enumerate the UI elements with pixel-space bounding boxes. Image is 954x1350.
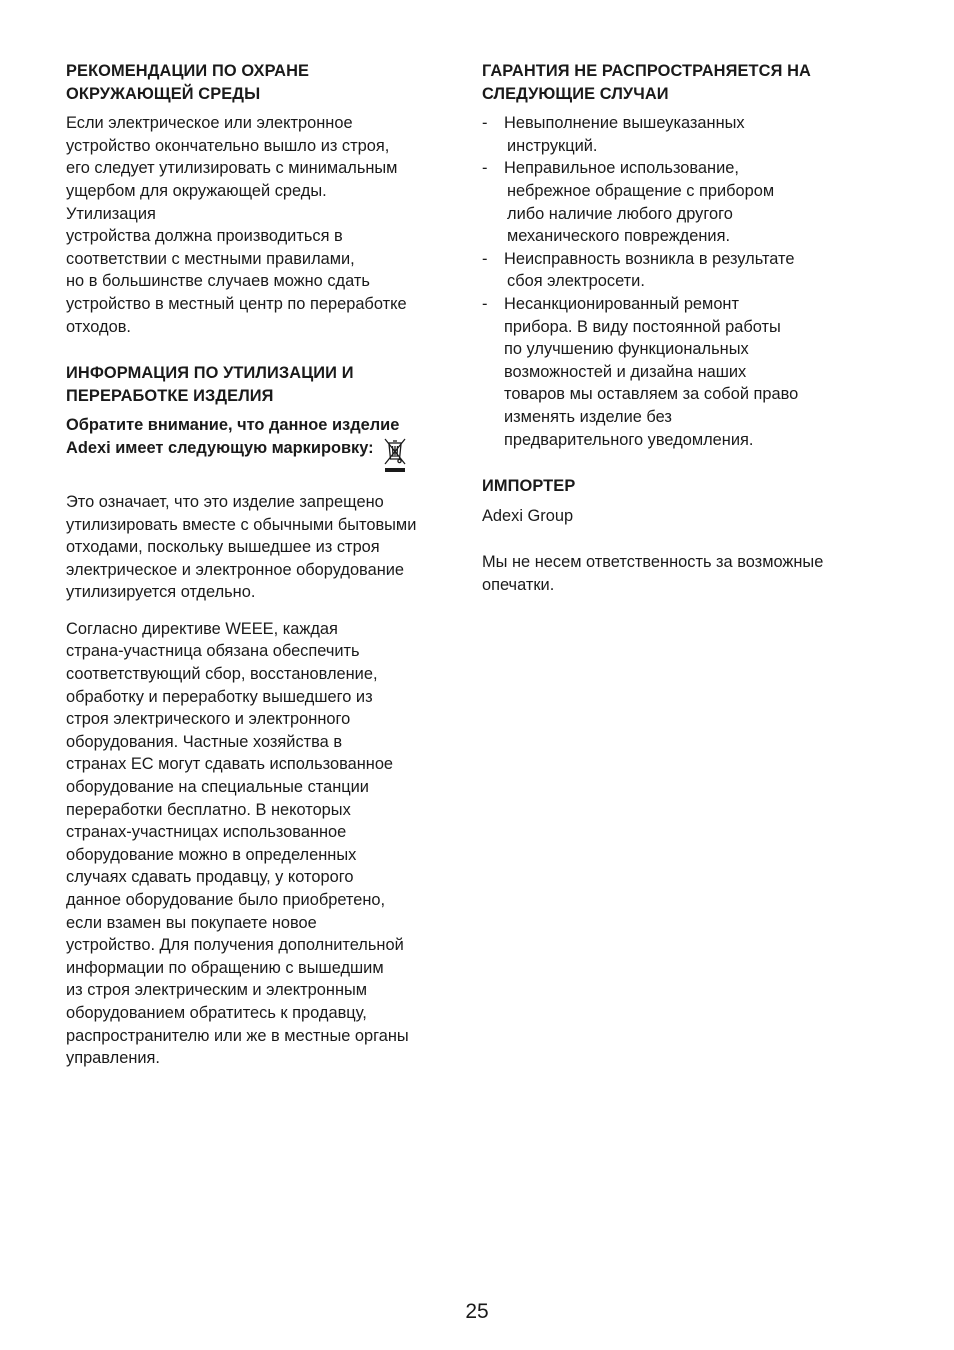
text-line: ущербом для окружающей среды. <box>66 181 327 200</box>
env-paragraph <box>66 112 458 338</box>
text-line: оборудования. Частные хозяйства в <box>66 732 343 751</box>
disclaimer-paragraph <box>482 551 882 596</box>
bullet-dash: - <box>482 249 488 268</box>
list-item <box>482 293 882 451</box>
disposal-heading-line: ИНФОРМАЦИЯ ПО УТИЛИЗАЦИИ И <box>66 364 354 383</box>
list-item-line: механического повреждения. <box>507 227 730 246</box>
text-line: утилизируется отдельно. <box>66 583 256 602</box>
text-line: странах ЕС могут сдавать использованное <box>66 755 394 774</box>
list-item-line: товаров мы оставляем за собой право <box>504 385 799 404</box>
list-item-line: небрежное обращение с прибором <box>507 181 775 200</box>
text-line: странах-участницах использованное <box>66 823 347 842</box>
text-line: отходами, поскольку вышедшее из строя <box>66 538 380 557</box>
text-line: устройство. Для получения дополнительной <box>66 936 404 955</box>
list-item-line: инструкций. <box>507 136 598 155</box>
list-item <box>482 112 882 157</box>
text-line: Утилизация <box>66 204 156 223</box>
weee-paragraph <box>66 618 458 1070</box>
text-line: переработки бесплатно. В некоторых <box>66 800 351 819</box>
text-line: распространителю или же в местные органы <box>66 1026 409 1045</box>
text-line: информации по обращению с вышедшим <box>66 958 384 977</box>
bullet-dash: - <box>482 159 488 178</box>
notice-line: Adexi имеет следующую маркировку: <box>66 437 458 477</box>
text-line: оборудование можно в определенных <box>66 845 357 864</box>
list-item-line: Неисправность возникла в результате <box>504 249 795 268</box>
text-line: устройство в местный центр по переработке <box>66 294 407 313</box>
env-heading-line: ОКРУЖАЮЩЕЙ СРЕДЫ <box>66 84 261 103</box>
text-line: случаях сдавать продавцу, у которого <box>66 868 354 887</box>
text-line: обработку и переработку вышедшего из <box>66 687 373 706</box>
list-item <box>482 248 882 293</box>
warranty-exclusions-list <box>482 112 882 451</box>
text-line: оборудование на специальные станции <box>66 778 369 797</box>
text-line: если взамен вы покупаете новое <box>66 913 317 932</box>
text-line: Согласно директиве WEEE, каждая <box>66 619 338 638</box>
text-line: оборудованием обратитесь к продавцу, <box>66 1003 367 1022</box>
text-line: Если электрическое или электронное <box>66 114 353 133</box>
list-item-line: либо наличие любого другого <box>507 204 733 223</box>
env-heading <box>66 60 458 105</box>
bullet-dash: - <box>482 294 488 313</box>
text-line: опечатки. <box>482 575 555 594</box>
list-item-line: возможностей и дизайна наших <box>504 362 747 381</box>
list-item-line: по улучшению функциональных <box>504 340 749 359</box>
disposal-heading-line: ПЕРЕРАБОТКЕ ИЗДЕЛИЯ <box>66 386 274 405</box>
left-column <box>66 60 458 1070</box>
text-line: соответствии с местными правилами, <box>66 249 355 268</box>
warranty-heading-line: ГАРАНТИЯ НЕ РАСПРОСТРАНЯЕТСЯ НА <box>482 62 811 80</box>
page-number: 25 <box>465 1300 489 1323</box>
list-item-line: прибора. В виду постоянной работы <box>504 317 781 336</box>
text-line: устройства должна производиться в <box>66 227 343 246</box>
text-line: управления. <box>66 1049 160 1068</box>
text-line: страна-участница обязана обеспечить <box>66 642 360 661</box>
importer-name: Adexi Group <box>482 506 574 525</box>
marking-notice <box>66 414 458 477</box>
text-line: Это означает, что это изделие запрещено <box>66 492 384 511</box>
env-heading-line: РЕКОМЕНДАЦИИ ПО ОХРАНЕ <box>66 62 310 80</box>
text-line: данное оборудование было приобретено, <box>66 891 386 909</box>
right-column <box>482 60 882 596</box>
importer-heading: ИМПОРТЕР <box>482 477 576 496</box>
text-line: но в большинстве случаев можно сдать <box>66 272 370 291</box>
list-item-line: Несанкционированный ремонт <box>504 294 739 313</box>
list-item-line: предварительного уведомления. <box>504 430 754 449</box>
text-line: отходов. <box>66 317 131 336</box>
list-item-line: Невыполнение вышеуказанных <box>504 114 745 133</box>
meaning-paragraph <box>66 491 458 604</box>
list-item <box>482 157 882 247</box>
text-line: устройство окончательно вышло из строя, <box>66 136 390 155</box>
text-line: соответствующий сбор, восстановление, <box>66 665 378 684</box>
text-line: его следует утилизировать с минимальным <box>66 159 398 178</box>
text-line: утилизировать вместе с обычными бытовыми <box>66 515 417 534</box>
list-item-line: сбоя электросети. <box>507 272 645 291</box>
warranty-heading-line: СЛЕДУЮЩИЕ СЛУЧАИ <box>482 84 669 103</box>
warranty-heading <box>482 60 882 105</box>
text-line: строя электрического и электронного <box>66 710 351 729</box>
list-item-line: изменять изделие без <box>504 407 672 426</box>
text-line: из строя электрическим и электронным <box>66 981 368 1000</box>
crossed-out-wheelie-bin-icon <box>382 435 408 475</box>
text-line: электрическое и электронное оборудование <box>66 560 405 579</box>
disposal-heading <box>66 362 458 407</box>
bullet-dash: - <box>482 114 488 133</box>
list-item-line: Неправильное использование, <box>504 159 739 178</box>
text-line: Мы не несем ответственность за возможные <box>482 553 824 572</box>
notice-line: Обратите внимание, что данное изделие <box>66 416 400 435</box>
